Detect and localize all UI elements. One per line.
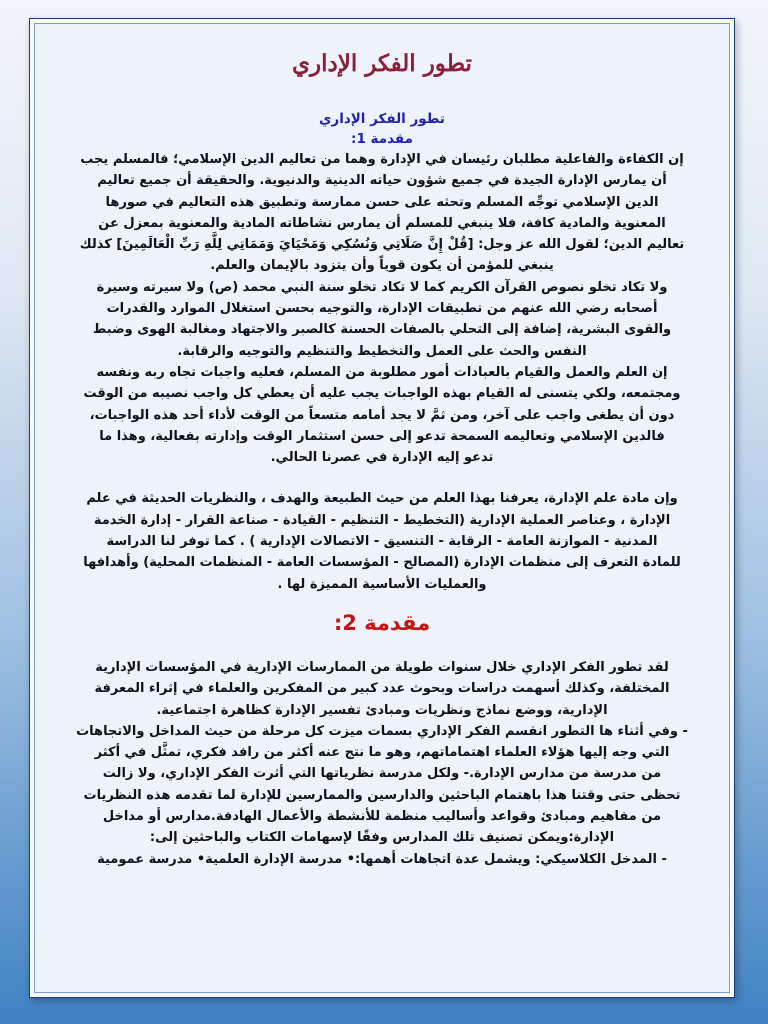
document-page	[29, 18, 735, 998]
intro-2-heading: مقدمة 2:	[333, 610, 431, 635]
paragraph-course-subject: وإن مادة علم الإدارة، يعرفنا بهذا العلم من حيث الطبيعة والهدف ، والنظريات الحديثة في علم الإدارة ، وعناصر العملية الإدارية (التخطيط - التنظيم - القيادة - صناعة القرار - إدارة الخدمة المدنية - الموازنة العامة - الرقابة - التنسيق - الاتصالات الإدارية ) . كما توفر لنا الدراسة للمادة التعرف إلى منظمات الإدارة (المصالح - المؤسسات العامة - المنظمات المحلية) وأهدافها والعمليات الأساسية المميزة لها .	[83, 491, 681, 592]
paragraph-efficiency: إن الكفاءة والفاعلية مطلبان رئيسان في الإدارة وهما من تعاليم الدين الإسلامي؛ فالمسلم يجب أن يمارس الإدارة الجيدة في جميع شؤون حياته الدينية والدنيوية. والحقيقة أن جميع تعاليم الدين الإسلامي توجِّه المسلم وتحثه على حسن ممارسة وتطبيق هذه التعاليم في صورها المعنوية والمادية كافة، فلا ينبغي للمسلم أن يمارس نشاطاته المادية والمعنوية بمعزل عن تعاليم الدين؛ لقول الله عز وجل: [قُلْ إِنَّ صَلَاتِي وَنُسُكِي وَمَحْيَايَ وَمَمَاتِي لِلَّهِ رَبِّ الْعَالَمِينَ] كذلك ينبغي للمؤمن أن يكون قوياً وأن يتزود بالإيمان والعلم.	[79, 152, 685, 274]
paragraph-management-thought: لقد تطور الفكر الإداري خلال سنوات طويلة من الممارسات الإدارية في المؤسسات الإدارية المختلفة، وكذلك أسهمت دراسات وبحوث عدد كبير من المفكرين والعلماء في إثراء المعرفة الإدارية، ووضع نماذج ونظريات ومبادئ تفسير الإدارة كظاهرة اجتماعية. - وفي أثناء ها التطور انقسم الفكر الإداري بسمات ميزت كل مرحلة من حيث المداخل والاتجاهات التي وجه إليها هؤلاء العلماء اهتماماتهم، وهو ما نتج عنه أكثر من رافد فكري، تمثَّل في أكثر من مدرسة من مدارس الإدارة.- ولكل مدرسة نظرياتها التي أثرت الفكر الإداري، ولا زالت تحظى حتى وقتنا هذا باهتمام الباحثين والدارسين والممارسين للإدارة لما تقدمه هذه النظريات من مفاهيم ومبادئ وقواعد وأساليب منظمة للأنشطة والأعمال الهادفة.مدارس أو مداخل الإدارة:ويمكن تصنيف تلك المدارس وفقًا لإسهامات الكتاب والباحثين إلى: - المدخل الكلاسيكي: ويشمل عدة اتجاهات أهمها:• مدرسة الإدارة العلمية• مدرسة عمومية	[76, 659, 688, 867]
paragraph-duties-time: إن العلم والعمل والقيام بالعبادات أمور مطلوبة من المسلم، فعليه واجبات تجاه ربه ونفسه ومجتمعه، ولكي يتسنى له القيام بهذه الواجبات يجب عليه أن يعطي كل واجب نصيبه من الوقت دون أن يطغى واجب على آخر، ومن ثمَّ لا يجد أمامه متسعاً من الوقت لأداء أحد هذه الواجبات، فالدين الإسلامي وتعاليمه السمحة تدعو إلى حسن استثمار الوقت وإدارته بفعالية، وهذا ما تدعو إليه الإدارة في عصرنا الحالي.	[83, 364, 681, 466]
paragraph-quran-sunnah: ولا تكاد تخلو نصوص القرآن الكريم كما لا تكاد تخلو سنة النبي محمد (ص) ولا سيرته وسيرة أصحابه رضي الله عنهم من تطبيقات الإدارة، والتوجيه بحسن استغلال الموارد والقدرات والقوى البشرية، إضافة إلى التحلي بالصفات الحسنة كالصبر والاجتهاد ومغالبة الهوى وضبط النفس والحث على العمل والتخطيط والتنظيم والتوجيه والرقابة.	[92, 279, 672, 359]
page-title: تطور الفكر الإداري	[292, 50, 472, 77]
subtitle: تطور الفكر الإداري	[319, 111, 445, 127]
intro-1-heading: مقدمة 1:	[351, 131, 413, 147]
